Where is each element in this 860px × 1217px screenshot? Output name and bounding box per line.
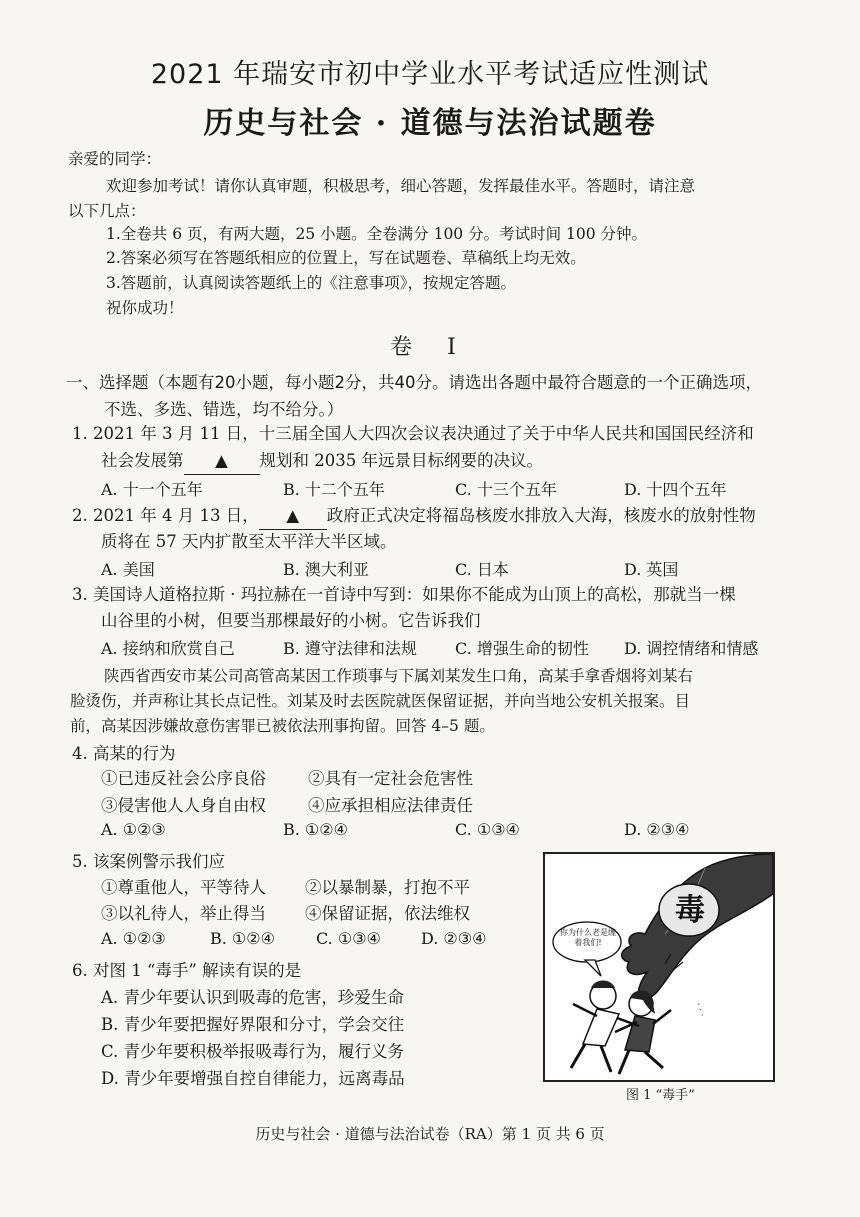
q1-option-a: A. 十一个五年 [101,480,203,499]
q5-option-d: D. ②③④ [421,929,487,948]
q5-item-3: ③以礼待人，举止得当 [101,904,266,923]
q6-option-d: D. 青少年要增强自控自律能力，远离毒品 [101,1069,405,1088]
q4-item-3: ③侵害他人人身自由权 [101,796,266,815]
volume-heading: 卷 I [390,335,470,360]
passage-line-3: 前，高某因涉嫌故意伤害罪已被依法刑事拘留。回答 4–5 题。 [70,717,495,735]
q1-option-b: B. 十二个五年 [283,480,385,499]
q4-item-2: ②具有一定社会危害性 [308,769,473,788]
q6-option-b: B. 青少年要把握好界限和分寸，学会交往 [101,1015,405,1034]
q1-blank [184,448,260,475]
q4-item-4: ④应承担相应法律责任 [308,796,473,815]
section-heading-2: 不选、多选、错选，均不给分。） [104,400,344,419]
figure-1-cartoon [543,852,775,1082]
q4-option-b: B. ①②④ [283,820,348,839]
q3-line-2: 山谷里的小树，但要当那棵最好的小树。它告诉我们 [101,611,481,630]
greeting: 亲爱的同学： [68,150,162,168]
q2-line-2: 质将在 57 天内扩散至太平洋大半区域。 [101,532,397,551]
q2-option-a: A. 美国 [101,560,155,579]
note-3: 3.答题前，认真阅读答题纸上的《注意事项》，按规定答题。 [106,274,517,292]
q1-line-2 [101,448,543,475]
q1-option-c: C. 十三个五年 [455,480,557,499]
q5-option-b: B. ①②④ [210,929,275,948]
q1-text-post: 规划和 2035 年远景目标纲要的决议。 [259,451,543,470]
q6-stem: 6. 对图 1 “毒手” 解读有误的是 [72,961,302,980]
figure-1-caption: 图 1 “毒手” [626,1088,695,1103]
intro-line-1: 欢迎参加考试！请你认真审题，积极思考，细心答题，发挥最佳水平。答题时，请注意 [106,177,696,195]
page-footer: 历史与社会 · 道德与法治试卷（RA）第 1 页 共 6 页 [255,1125,605,1143]
q5-option-c: C. ①③④ [316,929,381,948]
q2-option-d: D. 英国 [624,560,679,579]
q6-option-a: A. 青少年要认识到吸毒的危害，珍爱生命 [101,988,404,1007]
cartoon-illustration [545,854,773,1080]
passage-line-2: 脸烫伤，并声称让其长点记性。刘某及时去医院就医保留证据，并向当地公安机关报案。目 [70,692,691,710]
q5-option-a: A. ①②③ [101,929,166,948]
q4-option-d: D. ②③④ [624,820,690,839]
intro-line-2: 以下几点： [68,202,146,220]
wish: 祝你成功！ [106,299,184,317]
q5-item-2: ②以暴制暴，打抱不平 [305,878,470,897]
note-2: 2.答案必须写在答题纸相应的位置上，写在试题卷、草稿纸上均无效。 [106,249,586,267]
exam-subtitle: 历史与社会 · 道德与法治试题卷 [203,106,657,141]
q4-item-1: ①已违反社会公序良俗 [101,769,266,788]
note-1: 1.全卷共 6 页，有两大题，25 小题。全卷满分 100 分。考试时间 100 分钟。 [106,225,648,243]
q2-option-c: C. 日本 [455,560,509,579]
svg-text:· · ·: · · · [692,1001,707,1019]
q2-option-b: B. 澳大利亚 [283,560,369,579]
q3-option-a: A. 接纳和欣赏自己 [101,639,235,658]
q4-stem: 4. 高某的行为 [72,744,176,763]
q3-option-b: B. 遵守法律和法规 [283,639,417,658]
q4-option-c: C. ①③④ [455,820,520,839]
q6-option-c: C. 青少年要积极举报吸毒行为，履行义务 [101,1042,405,1061]
q2-text-pre: 2. 2021 年 4 月 13 日， [72,506,259,525]
q3-line-1: 3. 美国诗人道格拉斯 · 玛拉赫在一首诗中写到：如果你不能成为山顶上的高松，那就当一棵 [72,585,736,604]
q2-text-post: 政府正式决定将福岛核废水排放入大海，核废水的放射性物 [326,506,756,525]
q5-item-4: ④保留证据，依法维权 [305,904,470,923]
q2-blank [259,503,327,530]
q5-stem: 5. 该案例警示我们应 [72,852,225,871]
q1-line-1: 1. 2021 年 3 月 11 日，十三届全国人大四次会议表决通过了关于中华人民共和国国民经济和 [72,424,754,443]
hand-label: 毒 [675,893,705,928]
passage-line-1: 陕西省西安市某公司高管高某因工作琐事与下属刘某发生口角，高某手拿香烟将刘某右 [104,667,694,685]
speech-bubble-text: 你为什么老是缠着我们! [560,928,616,947]
q3-option-d: D. 调控情绪和情感 [624,639,759,658]
q1-text-pre: 社会发展第 [101,451,184,470]
q1-option-d: D. 十四个五年 [624,480,727,499]
q3-option-c: C. 增强生命的韧性 [455,639,589,658]
q4-option-a: A. ①②③ [101,820,166,839]
q2-line-1 [72,503,756,530]
blank-triangle-icon: ▲ [215,451,228,470]
exam-title: 2021 年瑞安市初中学业水平考试适应性测试 [150,59,710,90]
blank-triangle-icon: ▲ [286,506,300,525]
section-heading-1: 一、选择题（本题有20小题，每小题2分，共40分。请选出各题中最符合题意的一个正确选项， [66,373,762,392]
q5-item-1: ①尊重他人，平等待人 [101,878,266,897]
